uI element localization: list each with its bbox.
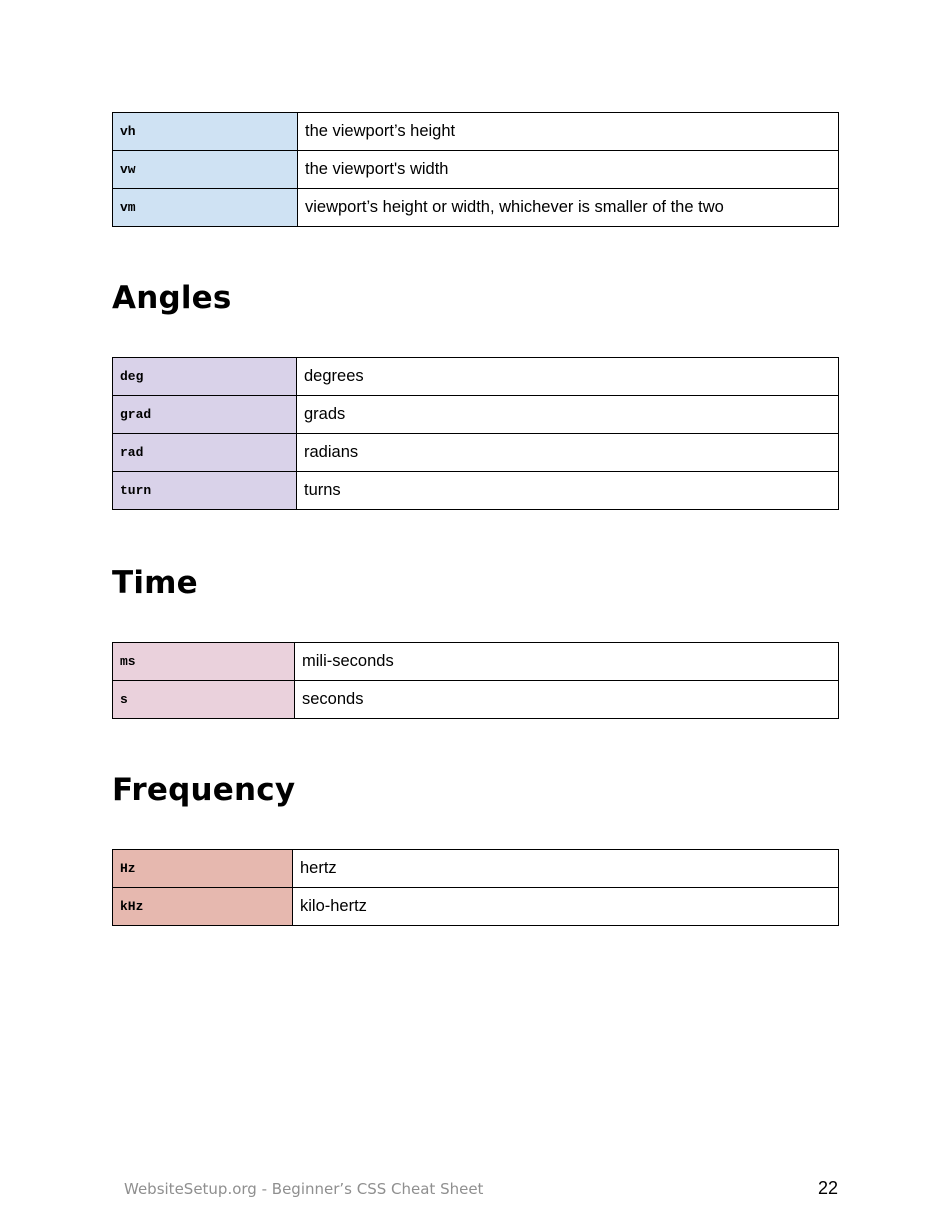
description-cell: hertz [293, 850, 839, 888]
description-cell: viewport’s height or width, whichever is smaller of the two [298, 189, 839, 227]
table-row [113, 472, 839, 510]
table-row [113, 643, 839, 681]
description-cell: kilo-hertz [293, 888, 839, 926]
description-cell: radians [297, 434, 839, 472]
unit-cell: vh [113, 113, 298, 151]
table-row [113, 151, 839, 189]
unit-cell: rad [113, 434, 297, 472]
description-cell: the viewport’s height [298, 113, 839, 151]
footer-title: WebsiteSetup.org - Beginner’s CSS Cheat Sheet [124, 1180, 484, 1198]
time-table [112, 642, 839, 719]
frequency-table [112, 849, 839, 926]
table-row [113, 850, 839, 888]
table-row [113, 888, 839, 926]
unit-cell: turn [113, 472, 297, 510]
description-cell: grads [297, 396, 839, 434]
unit-cell: kHz [113, 888, 293, 926]
unit-cell: s [113, 681, 295, 719]
table-row [113, 681, 839, 719]
table-row [113, 189, 839, 227]
unit-cell: grad [113, 396, 297, 434]
description-cell: degrees [297, 358, 839, 396]
unit-cell: vw [113, 151, 298, 189]
table-row [113, 396, 839, 434]
time-heading: Time [112, 565, 198, 601]
viewport-units-table [112, 112, 839, 227]
description-cell: the viewport's width [298, 151, 839, 189]
table-row [113, 358, 839, 396]
frequency-heading: Frequency [112, 772, 296, 808]
table-row [113, 434, 839, 472]
angles-table [112, 357, 839, 510]
unit-cell: vm [113, 189, 298, 227]
unit-cell: deg [113, 358, 297, 396]
angles-heading: Angles [112, 280, 232, 316]
description-cell: mili-seconds [295, 643, 839, 681]
page-number: 22 [818, 1178, 839, 1198]
description-cell: seconds [295, 681, 839, 719]
description-cell: turns [297, 472, 839, 510]
table-row [113, 113, 839, 151]
unit-cell: Hz [113, 850, 293, 888]
unit-cell: ms [113, 643, 295, 681]
